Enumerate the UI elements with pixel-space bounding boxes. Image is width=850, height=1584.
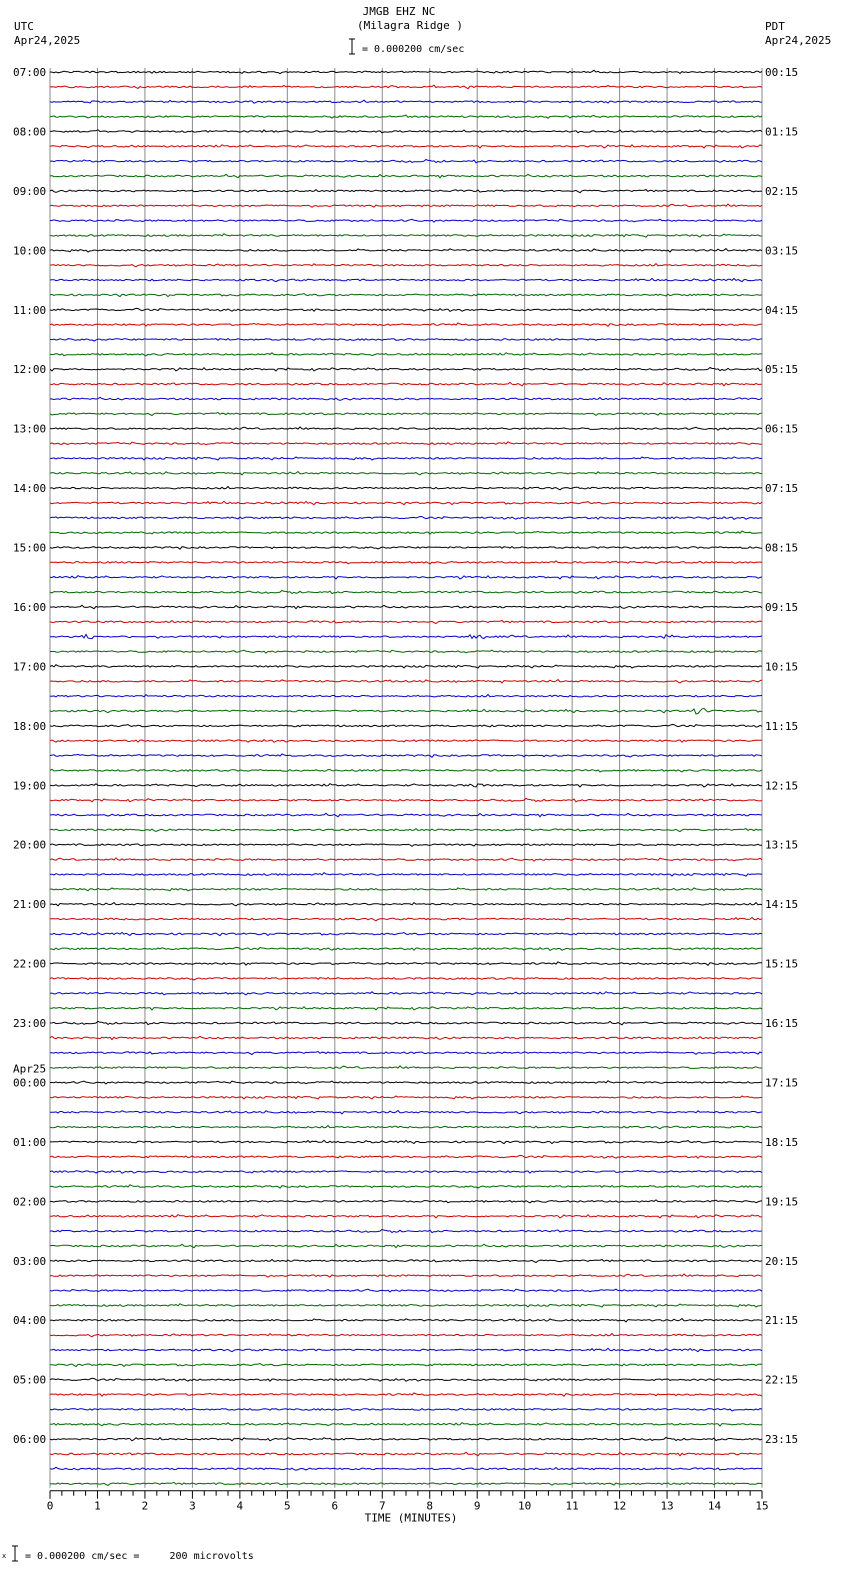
seismic-trace [50,442,762,445]
seismic-trace [50,472,762,475]
seismic-trace [50,1423,762,1426]
seismic-trace [50,1319,762,1322]
x-tick-label: 12 [612,1499,627,1513]
seismic-trace [50,1452,762,1455]
left-hour-label: 07:00 [13,66,47,79]
x-tick-label: 6 [331,1499,339,1513]
right-hour-label: 07:15 [765,482,799,496]
right-hour-label: 09:15 [765,600,799,614]
seismic-trace [50,917,762,920]
left-hour-label: 23:00 [13,1017,47,1031]
left-hour-label: 09:00 [13,184,47,198]
left-date-label: Apr24,2025 [14,34,81,47]
seismic-trace [50,1482,762,1485]
seismic-trace [50,978,762,981]
seismic-trace [50,888,762,891]
x-tick-label: 3 [189,1499,196,1513]
right-hour-label: 20:15 [765,1254,799,1268]
x-tick-label: 1 [94,1499,101,1513]
station-location: (Milagra Ridge ) [357,19,463,32]
right-hour-label: 13:15 [765,838,799,852]
seismic-trace [50,1185,762,1188]
seismic-trace [50,70,762,73]
left-hour-label: 17:00 [13,660,47,674]
seismic-trace [50,413,762,416]
x-tick-label: 15 [755,1499,769,1513]
seismic-trace [50,160,762,163]
seismic-trace [50,650,762,653]
seismic-trace [50,725,762,728]
seismic-trace [50,308,762,311]
seismic-trace [50,174,762,178]
right-hour-label: 15:15 [765,957,799,971]
x-tick-label: 4 [236,1499,244,1513]
left-hour-label: 22:00 [13,957,47,971]
left-hour-label: 06:00 [13,1433,47,1447]
left-hour-label: 04:00 [13,1314,47,1328]
seismic-trace [50,992,762,995]
seismic-trace [50,1126,762,1129]
x-tick-label: 14 [707,1499,722,1513]
footer-scale-bar-icon [10,1545,20,1563]
seismic-trace [50,813,762,816]
right-hour-label: 06:15 [765,422,799,436]
seismic-trace [50,1215,762,1218]
seismic-trace [50,249,762,252]
right-hour-label: 16:15 [765,1017,799,1031]
seismic-trace [50,1348,762,1351]
footer-scale-label: = 0.000200 cm/sec = 200 microvolts [25,1551,254,1562]
seismic-trace [50,1274,762,1277]
left-hour-label: 03:00 [13,1254,47,1268]
x-tick-label: 9 [473,1499,481,1513]
seismic-traces [50,70,762,1485]
left-timezone-label: UTC [14,20,34,33]
right-hour-label: 04:15 [765,303,799,317]
right-hour-label: 23:15 [765,1433,799,1447]
seismic-trace [50,264,762,267]
seismic-trace [50,1393,762,1396]
seismic-trace [50,1081,762,1084]
seismic-trace [50,590,762,593]
x-tick-label: 11 [565,1499,579,1513]
seismic-trace [50,680,762,683]
seismic-trace [50,501,762,504]
seismic-trace [50,517,762,520]
seismic-trace [50,695,762,698]
seismic-trace [50,1052,762,1055]
seismic-trace [50,1096,762,1099]
seismic-trace [50,1170,762,1173]
right-hour-label: 08:15 [765,541,799,555]
seismic-trace [50,621,762,624]
seismic-trace [50,1260,762,1263]
seismic-trace [50,1467,762,1470]
seismic-trace [50,278,762,281]
right-date-label: Apr24,2025 [765,34,832,47]
header-scale-label: = 0.000200 cm/sec [362,44,465,55]
seismic-trace [50,1244,762,1247]
right-hour-label: 00:15 [765,66,799,79]
right-timezone-label: PDT [765,20,785,33]
seismic-trace [50,294,762,297]
x-tick-label: 10 [518,1499,532,1513]
left-hour-label: 20:00 [13,838,47,852]
right-hour-label: 18:15 [765,1135,799,1149]
seismic-trace [50,947,762,950]
right-hour-label: 22:15 [765,1373,799,1387]
seismic-trace [50,1304,762,1307]
right-hour-label: 03:15 [765,244,799,258]
seismic-trace [50,382,762,385]
seismic-trace [50,85,762,88]
left-hour-label: 05:00 [13,1373,47,1387]
seismic-trace [50,487,762,490]
seismic-trace [50,323,762,326]
seismic-trace [50,339,762,342]
seismic-trace [50,190,762,193]
seismic-trace [50,204,762,207]
seismic-trace [50,457,762,460]
seismic-trace [50,1408,762,1411]
seismic-trace [50,1200,762,1203]
right-hour-label: 01:15 [765,125,799,139]
left-hour-label: 18:00 [13,719,47,733]
left-hour-label: 15:00 [13,541,47,555]
seismic-trace [50,754,762,757]
right-hour-label: 14:15 [765,898,799,912]
seismic-trace [50,234,762,237]
right-hour-label: 05:15 [765,363,799,377]
x-tick-label: 5 [284,1499,291,1513]
right-hour-label: 02:15 [765,184,799,198]
seismic-trace [50,1437,762,1440]
seismic-trace [50,1155,762,1158]
right-hour-label: 11:15 [765,719,799,733]
seismic-trace [50,1289,762,1292]
seismic-trace [50,962,762,965]
left-date-change-label: Apr25 [13,1062,47,1076]
x-axis-title: TIME (MINUTES) [364,1511,458,1525]
seismic-trace [50,903,762,906]
seismic-trace [50,708,762,714]
seismic-trace [50,145,762,148]
station-title: JMGB EHZ NC [362,5,436,18]
left-hour-label: 08:00 [13,125,47,139]
left-hour-label: 13:00 [13,422,47,436]
seismic-trace [50,353,762,356]
seismic-trace [50,1378,762,1381]
seismic-trace [50,368,762,371]
seismic-trace [50,576,762,579]
seismic-trace [50,219,762,222]
right-hour-label: 12:15 [765,779,799,793]
x-tick-label: 7 [378,1499,386,1513]
x-tick-label: 13 [660,1499,674,1513]
seismic-trace [50,100,762,103]
seismic-trace [50,858,762,861]
seismic-trace [50,547,762,550]
left-hour-label: 16:00 [13,600,47,614]
footer-marker-icon: x [2,1552,7,1560]
seismic-trace [50,1364,762,1367]
left-hour-label: 12:00 [13,363,47,377]
left-hour-label: 02:00 [13,1195,47,1209]
seismic-trace [50,932,762,935]
seismic-trace [50,427,762,430]
left-hour-label: 11:00 [13,303,47,317]
left-hour-label: 10:00 [13,244,47,258]
seismic-trace [50,1229,762,1232]
seismic-trace [50,1334,762,1337]
seismic-trace [50,115,762,118]
seismic-trace [50,1007,762,1010]
left-hour-label: 14:00 [13,482,47,496]
x-tick-label: 0 [46,1499,54,1513]
x-tick-label: 8 [426,1499,434,1513]
seismic-trace [50,844,762,846]
seismic-trace [50,829,762,832]
seismic-trace [50,769,762,772]
x-tick-label: 2 [141,1499,149,1513]
seismic-trace [50,531,762,534]
seismic-trace [50,634,762,638]
seismic-trace [50,740,762,743]
seismic-trace [50,873,762,876]
left-hour-label: 01:00 [13,1135,47,1149]
seismic-trace [50,605,762,608]
seismic-trace [50,397,762,400]
left-hour-label: 00:00 [13,1076,47,1090]
seismic-trace [50,1066,762,1069]
seismic-trace [50,1140,762,1143]
seismic-trace [50,784,762,787]
left-hour-label: 19:00 [13,779,47,793]
seismic-trace [50,130,762,133]
right-hour-label: 19:15 [765,1195,799,1209]
seismic-trace [50,1111,762,1114]
right-hour-label: 21:15 [765,1314,799,1328]
time-axis [47,1491,769,1525]
right-hour-label: 10:15 [765,660,799,674]
seismic-trace [50,1021,762,1025]
seismic-trace [50,665,762,668]
right-hour-label: 17:15 [765,1076,799,1090]
seismic-trace [50,798,762,801]
left-hour-label: 21:00 [13,898,47,912]
seismic-trace [50,561,762,564]
seismic-trace [50,1036,762,1039]
